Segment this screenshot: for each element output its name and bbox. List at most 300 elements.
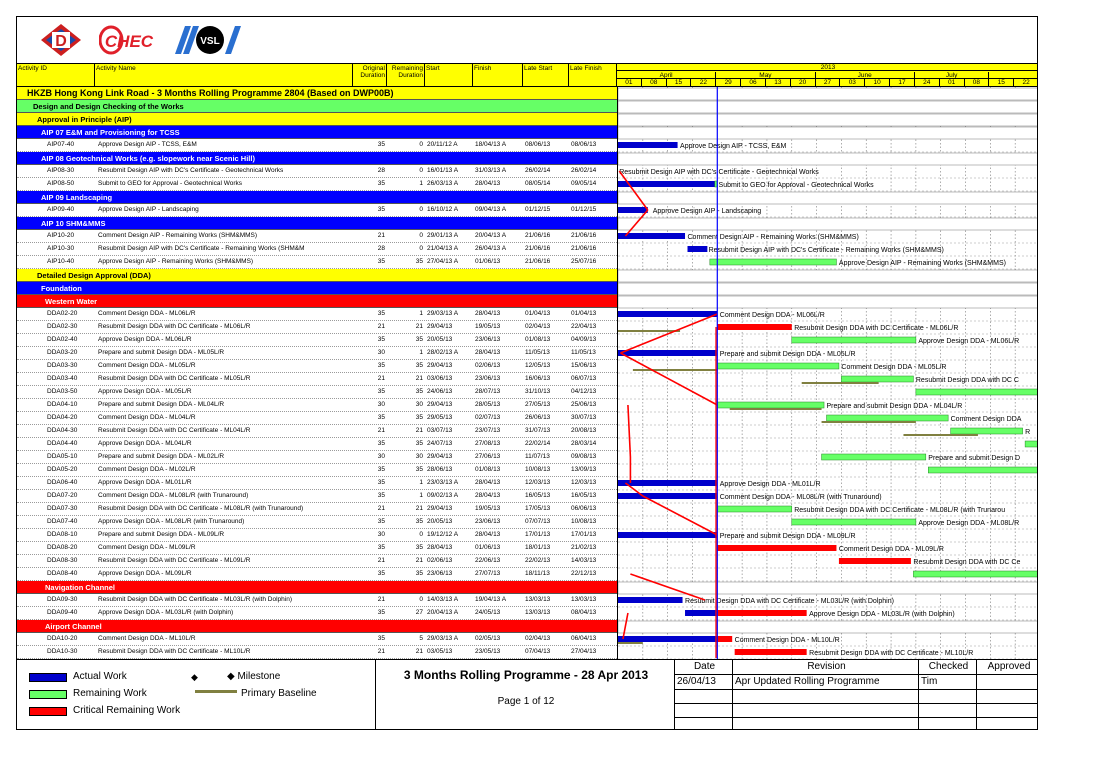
actual-work-bar bbox=[618, 311, 717, 317]
critical-work-bar bbox=[839, 558, 911, 564]
remaining-work-bar bbox=[841, 376, 913, 382]
activity-id-cell: DDA09-30 bbox=[47, 596, 78, 603]
activity-row[interactable] bbox=[17, 321, 617, 334]
critical-work-bar bbox=[717, 324, 791, 330]
activity-row[interactable] bbox=[17, 503, 617, 516]
original-duration-cell: 21 bbox=[377, 427, 385, 434]
start-date-cell: 29/04/13 bbox=[427, 453, 453, 460]
original-duration-cell: 35 bbox=[377, 180, 385, 187]
remaining-duration-cell: 21 bbox=[415, 505, 423, 512]
finish-date-cell: 01/06/13 bbox=[475, 258, 501, 265]
activity-name-cell: Comment Design DDA - ML06L/R bbox=[98, 310, 196, 317]
start-date-cell: 29/04/13 bbox=[427, 362, 453, 369]
critical-work-bar bbox=[717, 545, 836, 551]
programme-title: 3 Months Rolling Programme - 28 Apr 2013 bbox=[403, 668, 649, 682]
late-start-cell: 27/05/13 bbox=[525, 401, 551, 408]
activity-row[interactable] bbox=[17, 243, 617, 256]
activity-row[interactable] bbox=[17, 308, 617, 321]
wbs-title: AIP 08 Geotechnical Works (e.g. slopework near Scenic Hill) bbox=[41, 154, 255, 163]
wbs-title: HKZB Hong Kong Link Road - 3 Months Rolling Programme 2804 (Based on DWP00B) bbox=[27, 88, 394, 98]
original-duration-cell: 35 bbox=[377, 440, 385, 447]
start-date-cell: 29/01/13 A bbox=[427, 232, 459, 239]
start-date-cell: 24/07/13 bbox=[427, 440, 453, 447]
gantt-bar-label: Comment Design DDA - ML09L/R bbox=[838, 546, 944, 553]
wbs-title: Design and Design Checking of the Works bbox=[33, 102, 184, 111]
col-activity-id[interactable]: Activity ID bbox=[17, 64, 95, 87]
original-duration-cell: 21 bbox=[377, 323, 385, 330]
timeline-month: July bbox=[915, 72, 989, 79]
remaining-duration-cell: 35 bbox=[415, 362, 423, 369]
rev-empty-cell bbox=[919, 704, 977, 718]
activity-row[interactable] bbox=[17, 477, 617, 490]
timeline-week: 24 bbox=[915, 79, 940, 86]
vsl-logo bbox=[169, 24, 245, 56]
remaining-work-bar bbox=[1025, 441, 1038, 447]
rev-empty-cell bbox=[675, 718, 733, 730]
late-finish-cell: 16/05/13 bbox=[571, 492, 597, 499]
finish-date-cell: 23/06/13 bbox=[475, 375, 501, 382]
activity-row[interactable] bbox=[17, 516, 617, 529]
start-date-cell: 19/12/12 A bbox=[427, 531, 459, 538]
activity-name-cell: Prepare and submit Design DDA - ML05L/R bbox=[98, 349, 225, 356]
late-start-cell: 21/06/16 bbox=[525, 258, 551, 265]
timeline-week: 15 bbox=[667, 79, 692, 86]
baseline-bar bbox=[730, 408, 822, 410]
finish-date-cell: 09/04/13 A bbox=[475, 206, 507, 213]
finish-date-cell: 28/07/13 bbox=[475, 388, 501, 395]
baseline-bar bbox=[633, 369, 717, 371]
late-finish-cell: 10/08/13 bbox=[571, 518, 597, 525]
late-finish-cell: 08/06/13 bbox=[571, 141, 597, 148]
wbs-level4-row[interactable] bbox=[17, 581, 617, 594]
wbs-level3-row[interactable] bbox=[17, 217, 617, 230]
late-finish-cell: 13/03/13 bbox=[571, 596, 597, 603]
rev-header-checked: Checked bbox=[919, 660, 977, 675]
start-date-cell: 29/05/13 bbox=[427, 414, 453, 421]
late-finish-cell: 21/06/16 bbox=[571, 245, 597, 252]
activity-id-cell: AIP09-40 bbox=[47, 206, 75, 213]
actual-work-bar bbox=[618, 350, 717, 356]
remaining-work-bar bbox=[717, 506, 791, 512]
finish-date-cell: 02/07/13 bbox=[475, 414, 501, 421]
timeline-week: 29 bbox=[716, 79, 741, 86]
rev-row-checked: Tim bbox=[919, 675, 977, 690]
activity-row[interactable] bbox=[17, 386, 617, 399]
late-start-cell: 10/08/13 bbox=[525, 466, 551, 473]
critical-work-bar bbox=[717, 636, 732, 642]
original-duration-cell: 35 bbox=[377, 492, 385, 499]
wbs-level1-row[interactable] bbox=[17, 100, 617, 113]
late-start-cell: 07/07/13 bbox=[525, 518, 551, 525]
finish-date-cell: 28/04/13 bbox=[475, 310, 501, 317]
wbs-level3-row[interactable] bbox=[17, 191, 617, 204]
activity-name-cell: Approve Design DDA - ML03L/R (with Dolphin) bbox=[98, 609, 234, 616]
late-finish-cell: 06/07/13 bbox=[571, 375, 597, 382]
col-late-finish[interactable]: Late Finish bbox=[569, 64, 617, 87]
gantt-bar-label: Submit to GEO for Approval - Geotechnical Works bbox=[718, 182, 874, 189]
remaining-duration-cell: 0 bbox=[419, 232, 423, 239]
svg-text:VSL: VSL bbox=[200, 36, 220, 47]
gantt-group-band bbox=[618, 192, 1038, 204]
remaining-duration-cell: 5 bbox=[419, 635, 423, 642]
gantt-bar-label: Prepare and submit Design DDA - ML05L/R bbox=[719, 351, 856, 358]
activity-row[interactable] bbox=[17, 204, 617, 217]
late-finish-cell: 12/03/13 bbox=[571, 479, 597, 486]
late-start-cell: 11/07/13 bbox=[525, 453, 550, 460]
rev-row-revision: Apr Updated Rolling Programme bbox=[733, 675, 919, 690]
late-finish-cell: 06/06/13 bbox=[571, 505, 597, 512]
start-date-cell: 02/06/13 bbox=[427, 557, 453, 564]
programme-title-box bbox=[375, 660, 675, 730]
late-start-cell: 21/06/16 bbox=[525, 245, 551, 252]
late-start-cell: 31/10/13 bbox=[525, 388, 551, 395]
timeline-week: 01 bbox=[940, 79, 965, 86]
activity-row[interactable] bbox=[17, 555, 617, 568]
activity-row[interactable] bbox=[17, 594, 617, 607]
remaining-duration-cell: 35 bbox=[415, 414, 423, 421]
wbs-level2-row[interactable] bbox=[17, 269, 617, 282]
activity-row[interactable] bbox=[17, 607, 617, 620]
remaining-work-bar bbox=[913, 571, 1038, 577]
remaining-work-bar bbox=[792, 519, 916, 525]
remaining-duration-cell: 30 bbox=[415, 401, 423, 408]
activity-id-cell: DDA07-20 bbox=[47, 492, 78, 499]
rev-header-date: Date bbox=[675, 660, 733, 675]
wbs-title: Navigation Channel bbox=[45, 583, 116, 592]
rev-header-approved: Approved bbox=[977, 660, 1038, 675]
late-finish-cell: 13/09/13 bbox=[571, 466, 597, 473]
finish-date-cell: 28/04/13 bbox=[475, 479, 501, 486]
col-start[interactable]: Start bbox=[425, 64, 473, 87]
activity-id-cell: DDA07-30 bbox=[47, 505, 78, 512]
late-finish-cell: 21/02/13 bbox=[571, 544, 597, 551]
timeline-week: 20 bbox=[791, 79, 816, 86]
col-activity-name[interactable]: Activity Name bbox=[95, 64, 353, 87]
col-original-duration[interactable]: Original Duration bbox=[353, 64, 387, 87]
rev-empty-cell bbox=[977, 704, 1038, 718]
activity-row[interactable] bbox=[17, 438, 617, 451]
wbs-title: AIP 10 SHM&MMS bbox=[41, 219, 106, 228]
legend-baseline-label: Primary Baseline bbox=[241, 688, 317, 699]
activity-name-cell: Submit to GEO for Approval - Geotechnical Works bbox=[98, 180, 243, 187]
gantt-bar-label: Approve Design DDA - ML03L/R (with Dolphin) bbox=[809, 611, 955, 618]
activity-row[interactable] bbox=[17, 334, 617, 347]
actual-work-bar bbox=[618, 207, 648, 213]
activity-row[interactable] bbox=[17, 542, 617, 555]
gantt-bar-label: Approve Design AIP - TCSS, E&M bbox=[680, 143, 787, 150]
wbs-title: Approval in Principle (AIP) bbox=[37, 115, 132, 124]
late-finish-cell: 20/08/13 bbox=[571, 427, 597, 434]
col-remaining-duration[interactable]: Remaining Duration bbox=[387, 64, 425, 87]
gantt-group-band bbox=[618, 218, 1038, 230]
remaining-duration-cell: 0 bbox=[419, 167, 423, 174]
gantt-bar-label: R bbox=[1025, 429, 1031, 436]
late-finish-cell: 01/04/13 bbox=[571, 310, 597, 317]
activity-row[interactable] bbox=[17, 633, 617, 646]
finish-date-cell: 20/04/13 A bbox=[475, 232, 507, 239]
gantt-group-band bbox=[618, 127, 1038, 139]
col-late-start[interactable]: Late Start bbox=[523, 64, 569, 87]
activity-row[interactable] bbox=[17, 360, 617, 373]
activity-name-cell: Approve Design AIP - Remaining Works (SHM&MMS) bbox=[98, 258, 254, 265]
activity-row[interactable] bbox=[17, 399, 617, 412]
late-start-cell: 18/01/13 bbox=[525, 544, 551, 551]
gantt-bar-label: Resubmit Design AIP with DC's Certificate - Geotechnical Works bbox=[619, 169, 819, 176]
timeline-week: 17 bbox=[890, 79, 915, 86]
critical-logic-link bbox=[628, 405, 630, 457]
schedule-sheet bbox=[16, 16, 1038, 730]
original-duration-cell: 35 bbox=[377, 414, 385, 421]
original-duration-cell: 21 bbox=[377, 375, 385, 382]
finish-date-cell: 18/04/13 A bbox=[475, 141, 507, 148]
activity-id-cell: AIP10-40 bbox=[47, 258, 75, 265]
col-finish[interactable]: Finish bbox=[473, 64, 523, 87]
activity-row[interactable] bbox=[17, 412, 617, 425]
remaining-work-bar bbox=[822, 454, 926, 460]
original-duration-cell: 35 bbox=[377, 518, 385, 525]
activity-row[interactable] bbox=[17, 139, 617, 152]
late-finish-cell: 28/03/14 bbox=[571, 440, 597, 447]
timeline-year-row bbox=[617, 64, 1038, 71]
late-start-cell: 21/06/16 bbox=[525, 232, 551, 239]
remaining-duration-cell: 21 bbox=[415, 557, 423, 564]
late-start-cell: 08/05/14 bbox=[525, 180, 551, 187]
remaining-work-bar bbox=[916, 389, 1038, 395]
activity-name-cell: Comment Design AIP - Remaining Works (SHM&MMS) bbox=[98, 232, 258, 239]
activity-name-cell: Prepare and submit Design DDA - ML04L/R bbox=[98, 401, 225, 408]
finish-date-cell: 26/04/13 A bbox=[475, 245, 507, 252]
activity-id-cell: DDA04-10 bbox=[47, 401, 78, 408]
start-date-cell: 23/03/13 A bbox=[427, 479, 459, 486]
remaining-duration-cell: 30 bbox=[415, 453, 423, 460]
timeline-week-row bbox=[617, 79, 1038, 86]
activity-row[interactable] bbox=[17, 165, 617, 178]
start-date-cell: 28/04/13 bbox=[427, 544, 453, 551]
original-duration-cell: 35 bbox=[377, 336, 385, 343]
activity-name-cell: Resubmit Design DDA with DC Certificate - ML08L/R (with Trunaround) bbox=[98, 505, 304, 512]
activity-id-cell: DDA03-40 bbox=[47, 375, 78, 382]
late-finish-cell: 09/05/14 bbox=[571, 180, 597, 187]
late-finish-cell: 09/08/13 bbox=[571, 453, 597, 460]
timeline-week: 08 bbox=[642, 79, 667, 86]
activity-row[interactable] bbox=[17, 568, 617, 581]
activity-row[interactable] bbox=[17, 425, 617, 438]
rev-empty-cell bbox=[675, 704, 733, 718]
rev-empty-cell bbox=[675, 690, 733, 704]
original-duration-cell: 21 bbox=[377, 648, 385, 655]
gantt-bar-label: Comment Design DDA - ML10L/R bbox=[734, 637, 840, 644]
rev-empty-cell bbox=[733, 704, 919, 718]
original-duration-cell: 21 bbox=[377, 557, 385, 564]
remaining-duration-cell: 35 bbox=[415, 544, 423, 551]
start-date-cell: 20/04/13 A bbox=[427, 609, 459, 616]
remaining-duration-cell: 1 bbox=[419, 479, 423, 486]
original-duration-cell: 35 bbox=[377, 570, 385, 577]
remaining-duration-cell: 35 bbox=[415, 258, 423, 265]
legend-remaining-swatch bbox=[29, 690, 67, 699]
original-duration-cell: 35 bbox=[377, 258, 385, 265]
baseline-bar bbox=[903, 434, 977, 436]
activity-id-cell: DDA05-10 bbox=[47, 453, 78, 460]
finish-date-cell: 24/05/13 bbox=[475, 609, 501, 616]
wbs-level4-row[interactable] bbox=[17, 295, 617, 308]
late-start-cell: 08/06/13 bbox=[525, 141, 551, 148]
wbs-title: AIP 09 Landscaping bbox=[41, 193, 113, 202]
late-start-cell: 16/06/13 bbox=[525, 375, 551, 382]
activity-row[interactable] bbox=[17, 451, 617, 464]
late-finish-cell: 01/12/15 bbox=[571, 206, 597, 213]
gantt-bar-label: Comment Design DDA bbox=[950, 416, 1022, 423]
remaining-duration-cell: 1 bbox=[419, 349, 423, 356]
legend-milestone-diamond-icon: ◆ bbox=[191, 672, 198, 682]
activity-row[interactable] bbox=[17, 490, 617, 503]
remaining-duration-cell: 35 bbox=[415, 466, 423, 473]
actual-work-bar bbox=[685, 610, 717, 616]
finish-date-cell: 19/05/13 bbox=[475, 323, 501, 330]
gantt-bar-label: Prepare and submit Design DDA - ML09L/R bbox=[719, 533, 856, 540]
rev-empty-cell bbox=[919, 718, 977, 730]
original-duration-cell: 21 bbox=[377, 505, 385, 512]
remaining-duration-cell: 21 bbox=[415, 648, 423, 655]
activity-name-cell: Approve Design AIP - Landscaping bbox=[98, 206, 199, 213]
timeline-week: 22 bbox=[691, 79, 716, 86]
column-header-bar bbox=[17, 63, 1038, 87]
activity-row[interactable] bbox=[17, 347, 617, 360]
finish-date-cell: 23/06/13 bbox=[475, 336, 501, 343]
chec-logo bbox=[99, 24, 157, 56]
start-date-cell: 21/04/13 A bbox=[427, 245, 459, 252]
actual-work-bar bbox=[618, 181, 715, 187]
wbs-title: Detailed Design Approval (DDA) bbox=[37, 271, 151, 280]
activity-id-cell: AIP08-30 bbox=[47, 167, 75, 174]
gantt-bar-label: Approve Design AIP - Remaining Works (SHM&MMS) bbox=[838, 260, 1006, 267]
late-start-cell: 07/04/13 bbox=[525, 648, 551, 655]
late-start-cell: 01/04/13 bbox=[525, 310, 551, 317]
finish-date-cell: 28/04/13 bbox=[475, 531, 501, 538]
remaining-duration-cell: 1 bbox=[419, 180, 423, 187]
original-duration-cell: 35 bbox=[377, 479, 385, 486]
activity-name-cell: Resubmit Design DDA with DC Certificate - ML04L/R bbox=[98, 427, 251, 434]
late-start-cell: 17/01/13 bbox=[525, 531, 551, 538]
activity-id-cell: AIP08-50 bbox=[47, 180, 75, 187]
start-date-cell: 29/04/13 bbox=[427, 401, 453, 408]
activity-name-cell: Resubmit Design AIP with DC's Certificate - Geotechnical Works bbox=[98, 167, 284, 174]
activity-name-cell: Approve Design DDA - ML06L/R bbox=[98, 336, 192, 343]
original-duration-cell: 21 bbox=[377, 596, 385, 603]
late-start-cell: 01/08/13 bbox=[525, 336, 551, 343]
project-header-row[interactable] bbox=[17, 87, 617, 100]
legend-remaining-label: Remaining Work bbox=[73, 688, 147, 699]
wbs-title: Airport Channel bbox=[45, 622, 102, 631]
remaining-duration-cell: 0 bbox=[419, 141, 423, 148]
activity-id-cell: DDA07-40 bbox=[47, 518, 78, 525]
activity-row[interactable] bbox=[17, 529, 617, 542]
activity-row[interactable] bbox=[17, 646, 617, 659]
activity-id-cell: AIP07-40 bbox=[47, 141, 75, 148]
original-duration-cell: 28 bbox=[377, 167, 385, 174]
late-start-cell: 31/07/13 bbox=[525, 427, 551, 434]
finish-date-cell: 28/05/13 bbox=[475, 401, 501, 408]
start-date-cell: 23/06/13 bbox=[427, 570, 453, 577]
gantt-group-band bbox=[618, 296, 1038, 308]
original-duration-cell: 35 bbox=[377, 609, 385, 616]
start-date-cell: 03/05/13 bbox=[427, 648, 453, 655]
finish-date-cell: 01/08/13 bbox=[475, 466, 501, 473]
late-finish-cell: 15/06/13 bbox=[571, 362, 597, 369]
baseline-bar bbox=[618, 642, 643, 644]
gantt-bar-label: Comment Design DDA - ML05L/R bbox=[841, 364, 947, 371]
gantt-bar-label: Resubmit Design DDA with DC Ce bbox=[913, 559, 1021, 566]
wbs-level3-row[interactable] bbox=[17, 152, 617, 165]
start-date-cell: 20/05/13 bbox=[427, 336, 453, 343]
late-start-cell: 16/05/13 bbox=[525, 492, 551, 499]
activity-row[interactable] bbox=[17, 464, 617, 477]
gantt-group-band bbox=[618, 270, 1038, 282]
start-date-cell: 29/04/13 bbox=[427, 505, 453, 512]
finish-date-cell: 31/03/13 A bbox=[475, 167, 507, 174]
activity-name-cell: Comment Design DDA - ML10L/R bbox=[98, 635, 196, 642]
activity-name-cell: Prepare and submit Design DDA - ML09L/R bbox=[98, 531, 225, 538]
remaining-duration-cell: 27 bbox=[415, 609, 423, 616]
start-date-cell: 03/06/13 bbox=[427, 375, 453, 382]
activity-row[interactable] bbox=[17, 178, 617, 191]
late-finish-cell: 27/04/13 bbox=[571, 648, 597, 655]
activity-id-cell: DDA10-30 bbox=[47, 648, 78, 655]
gantt-bar-label: Approve Design DDA - ML01L/R bbox=[719, 481, 821, 488]
activity-id-cell: DDA04-40 bbox=[47, 440, 78, 447]
wbs-level2-row[interactable] bbox=[17, 113, 617, 126]
timeline-week: 03 bbox=[840, 79, 865, 86]
late-finish-cell: 26/02/14 bbox=[571, 167, 597, 174]
late-start-cell: 22/02/13 bbox=[525, 557, 551, 564]
finish-date-cell: 23/07/13 bbox=[475, 427, 501, 434]
timeline-week: 08 bbox=[965, 79, 990, 86]
wbs-level3-row[interactable] bbox=[17, 126, 617, 139]
timeline-week: 27 bbox=[816, 79, 841, 86]
late-finish-cell: 11/05/13 bbox=[571, 349, 596, 356]
original-duration-cell: 30 bbox=[377, 349, 385, 356]
gantt-bar-label: Resubmit Design DDA with DC C bbox=[915, 377, 1019, 384]
late-start-cell: 26/02/14 bbox=[525, 167, 551, 174]
critical-work-bar bbox=[735, 649, 807, 655]
baseline-bar bbox=[618, 330, 680, 332]
remaining-work-bar bbox=[951, 428, 1023, 434]
rev-empty-cell bbox=[919, 690, 977, 704]
actual-work-bar bbox=[618, 597, 683, 603]
activity-name-cell: Comment Design DDA - ML09L/R bbox=[98, 544, 196, 551]
activity-row[interactable] bbox=[17, 373, 617, 386]
revision-table bbox=[675, 660, 1038, 730]
activity-row[interactable] bbox=[17, 230, 617, 243]
activity-name-cell: Approve Design AIP - TCSS, E&M bbox=[98, 141, 197, 148]
late-finish-cell: 25/07/16 bbox=[571, 258, 597, 265]
activity-row[interactable] bbox=[17, 256, 617, 269]
late-finish-cell: 21/06/16 bbox=[571, 232, 597, 239]
remaining-duration-cell: 0 bbox=[419, 596, 423, 603]
wbs-level3-row[interactable] bbox=[17, 282, 617, 295]
remaining-work-bar bbox=[717, 402, 824, 408]
wbs-level4-row[interactable] bbox=[17, 620, 617, 633]
activity-id-cell: DDA08-30 bbox=[47, 557, 78, 564]
original-duration-cell: 35 bbox=[377, 544, 385, 551]
actual-work-bar bbox=[618, 142, 678, 148]
actual-work-bar bbox=[688, 246, 708, 252]
activity-name-cell: Approve Design DDA - ML09L/R bbox=[98, 570, 192, 577]
timeline-week: 06 bbox=[741, 79, 766, 86]
finish-date-cell: 27/07/13 bbox=[475, 570, 501, 577]
remaining-work-bar bbox=[928, 467, 1038, 473]
activity-name-cell: Comment Design DDA - ML04L/R bbox=[98, 414, 196, 421]
